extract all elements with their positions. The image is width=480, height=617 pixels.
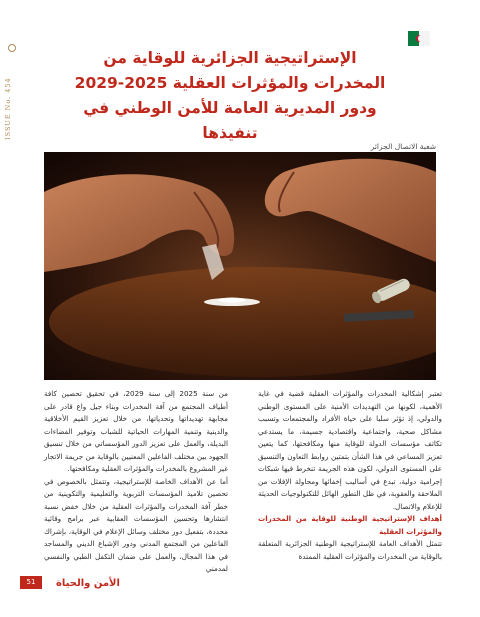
section-subheading: أهداف الإستراتيجية الوطنية للوقاية من المخدرات والمؤثرات العقلية xyxy=(258,514,442,536)
paragraph: تعتبر إشكالية المخدرات والمؤثرات العقلية قضية في غاية الأهمية، لكونها من التهديدات الأمنية على المستوى الوطني والدولي، إذ تؤثر سلبا على حياة الأفراد والمجتمعات وتسبب مشاكل صحية، واجتماعية واقتصادية جسيمة، ما يستدعي تكاثف مؤسسات الدولة للوقاية منها ومكافحتها، كما يتعين تعزيز المساعي في هذا الشأن بتمتين روابط التعاون والتنسيق على المستوى الدولي، لكون هذه الجريمة تنخرط فيها شبكات إجرامية دولية، تبدع في أساليب إخفائها ومحاولة الإفلات من الملاحقة والعقوبة، في ظل التطور الهائل للتكنولوجيات الحديثة للإعلام والاتصال. xyxy=(258,389,442,511)
left-column xyxy=(44,388,228,576)
magazine-brand: الأمن والحياة xyxy=(56,578,120,589)
right-column xyxy=(258,388,442,563)
article-photo xyxy=(44,152,436,380)
algerian-flag-icon xyxy=(408,31,430,46)
page-number: 51 xyxy=(20,576,42,589)
paragraph: أما عن الأهداف الخاصة للإستراتيجية، وتتمثل بالخصوص في تحصين تلاميذ المؤسسات التربوية والتعليمية والتكوينية من خطر آفة المخدرات والمؤثرات العقلية من خلال خفض نسبة انتشارها وتحسين المؤسسات العقابية عبر برامج وقائية محددة، بتفعيل دور مختلف وسائل الإعلام في الوقاية، بإشراك الفاعلين من المجتمع المدني ودور الإشباع الديني والمساجد في هذا المجال، والعمل على ضمان التكفل الطبي والنفسي لمدمني xyxy=(44,476,228,573)
side-ornament-icon xyxy=(8,44,16,52)
article-title xyxy=(60,46,400,146)
paragraph: من سنة 2025 إلى سنة 2029، في تحقيق تحصين كافة أطياف المجتمع من آفة المخدرات وبناء جيل واع قادر على مجابهة تهديداتها وتحدياتها، من خلال تعزيز القيم الأخلاقية والدينية وتنمية المهارات الحياتية للشباب وتوفير الفضاءات البديلة، والعمل على تعزيز الدور المؤسساتي من خلال تنسيق الجهود بين مختلف الفاعلين المعنيين بالوقاية من جريمة الاتجار غير المشروع بالمخدرات والمؤثرات العقلية ومكافحتها. xyxy=(44,389,228,473)
title-line-2: المخدرات والمؤثرات العقلية 2025-2029 xyxy=(74,74,386,92)
author-credit: شعبة الاتصال الجزائر xyxy=(370,142,436,151)
paragraph: تتمثل الأهداف العامة للإستراتيجية الوطنية الجزائرية المتعلقة بالوقاية من المخدرات والمؤثرات العقلية الممتدة xyxy=(258,539,442,561)
issue-label: ISSUE No. 454 xyxy=(4,77,12,140)
title-line-3: ودور المديرية العامة للأمن الوطني في تنفيذها xyxy=(83,99,377,142)
title-line-1: الإستراتيجية الجزائرية للوقاية من xyxy=(103,49,357,67)
